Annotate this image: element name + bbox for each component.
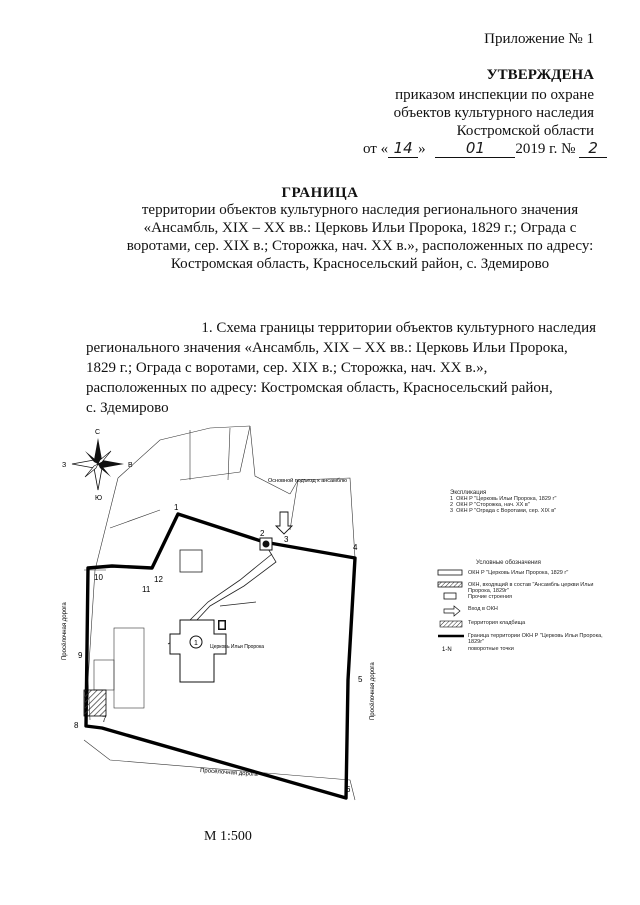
- gate-marker: [218, 620, 226, 630]
- order-line-3: Костромской области: [456, 123, 594, 139]
- legend-block: [436, 560, 616, 666]
- explication-num: 3: [450, 508, 454, 514]
- map-scale: М 1:500: [204, 829, 252, 844]
- explication-num: 2: [450, 502, 454, 508]
- appendix-label: Приложение № 1: [484, 31, 594, 47]
- legend-label-entrance: Вход в ОКН: [468, 606, 498, 612]
- compass-rose-icon: [62, 429, 133, 502]
- date-month: 01: [435, 139, 515, 158]
- point-11: 11: [142, 585, 151, 594]
- explication-text: ОКН Р "Сторожка, нач. XX в": [456, 502, 530, 508]
- explication-block: [450, 490, 600, 514]
- title-line-1: территории объектов культурного наследия регионального значения: [141, 202, 579, 218]
- section-line-3: 1829 г.; Ограда с воротами, сер. XIX в.; Сторожка, нач. XX в.»,: [86, 360, 488, 376]
- point-3: 3: [284, 535, 289, 544]
- point-9: 9: [78, 651, 83, 660]
- legend-label-points: поворотные точки: [468, 646, 514, 652]
- church-number: 1: [194, 640, 198, 647]
- legend-swatch-okn: [438, 582, 462, 587]
- order-line-1: приказом инспекции по охране: [395, 87, 594, 103]
- compass-east: В: [128, 462, 133, 469]
- title-line-2: «Ансамбль, XIX – XX вв.: Церковь Ильи Пророка, 1829 г.; Ограда с: [143, 220, 577, 236]
- legend-swatch-church: [438, 570, 462, 575]
- legend-label-other: Прочие строения: [468, 594, 513, 600]
- section-paragraph: [86, 318, 596, 418]
- road-label-bottom: Просёлочная дорога: [199, 768, 258, 779]
- legend-swatch-entrance: [444, 606, 460, 616]
- compass-south: Ю: [95, 495, 103, 502]
- road-label-right: Просёлочная дорога: [370, 662, 376, 720]
- legend-label-boundary: Граница территории ОКН Р "Церковь Ильи Пророка, 1829г": [468, 633, 603, 645]
- explication-num: 1: [450, 496, 454, 502]
- explication-text: ОКН Р "Ограда с Воротами, сер. XIX в": [456, 508, 557, 514]
- point-7: 7: [102, 715, 107, 724]
- entrance-label: Основной подъезд к ансамблю: [268, 478, 348, 484]
- boundary-scheme-map: [50, 420, 400, 810]
- point-8: 8: [74, 721, 79, 730]
- road-label-left: Просёлочная дорога: [62, 602, 68, 660]
- watchhouse-marker: [260, 538, 272, 550]
- legend-heading: Условные обозначения: [476, 560, 541, 566]
- explication-text: ОКН Р "Церковь Ильи Пророка, 1829 г": [456, 496, 557, 502]
- date-prefix: от «: [363, 141, 389, 157]
- approved-label: УТВЕРЖДЕНА: [486, 67, 594, 83]
- section-line-2: регионального значения «Ансамбль, XIX – XX вв.: Церковь Ильи Пророка,: [86, 340, 568, 356]
- cemetery-area: [84, 690, 106, 716]
- legend-label-church: ОКН Р "Церковь Ильи Пророка, 1829 г": [468, 570, 569, 576]
- other-building: [180, 550, 202, 572]
- legend-point-marker: 1-N: [442, 647, 452, 653]
- date-number: 2: [579, 139, 607, 158]
- legend-label-okn: ОКН, входящий в состав "Ансамбль церкви Ильи Пророка, 1829г": [468, 582, 594, 594]
- explication-item: [450, 508, 600, 514]
- point-12: 12: [154, 575, 163, 584]
- title-line-4: Костромская область, Красносельский район, с. Здемирово: [170, 256, 550, 272]
- point-2: 2: [260, 529, 265, 538]
- order-date-line: [363, 139, 607, 158]
- date-year: 2019 г. №: [515, 141, 576, 157]
- point-4: 4: [353, 543, 358, 552]
- point-1: 1: [174, 503, 179, 512]
- legend-swatch-other: [444, 593, 456, 599]
- title-line-3: воротами, сер. XIX в.; Сторожка, нач. XX в.», расположенных по адресу:: [126, 238, 594, 254]
- explication-heading: Экспликация: [450, 490, 487, 496]
- order-line-2: объектов культурного наследия: [393, 105, 594, 121]
- point-5: 5: [358, 675, 363, 684]
- date-day: 14: [388, 139, 418, 158]
- legend-swatch-cemetery: [440, 621, 462, 627]
- point-6: 6: [346, 785, 351, 794]
- compass-north: С: [95, 429, 101, 436]
- legend-label-cemetery: Территория кладбища: [468, 620, 526, 626]
- point-10: 10: [94, 573, 103, 582]
- document-heading: ГРАНИЦА: [281, 185, 359, 201]
- church-label: Церковь Ильи Пророка: [210, 644, 265, 650]
- okn-territory-boundary: [86, 514, 355, 798]
- entrance-arrow-icon: [276, 512, 292, 534]
- section-line-4: расположенных по адресу: Костромская область, Красносельский район,: [86, 380, 553, 396]
- legend-swatches: [436, 566, 616, 666]
- church-building: [170, 620, 264, 682]
- compass-west: З: [62, 462, 67, 469]
- date-mid: »: [418, 141, 426, 157]
- section-line-5: с. Здемирово: [86, 400, 169, 416]
- section-line-1: 1. Схема границы территории объектов культурного наследия: [201, 320, 596, 336]
